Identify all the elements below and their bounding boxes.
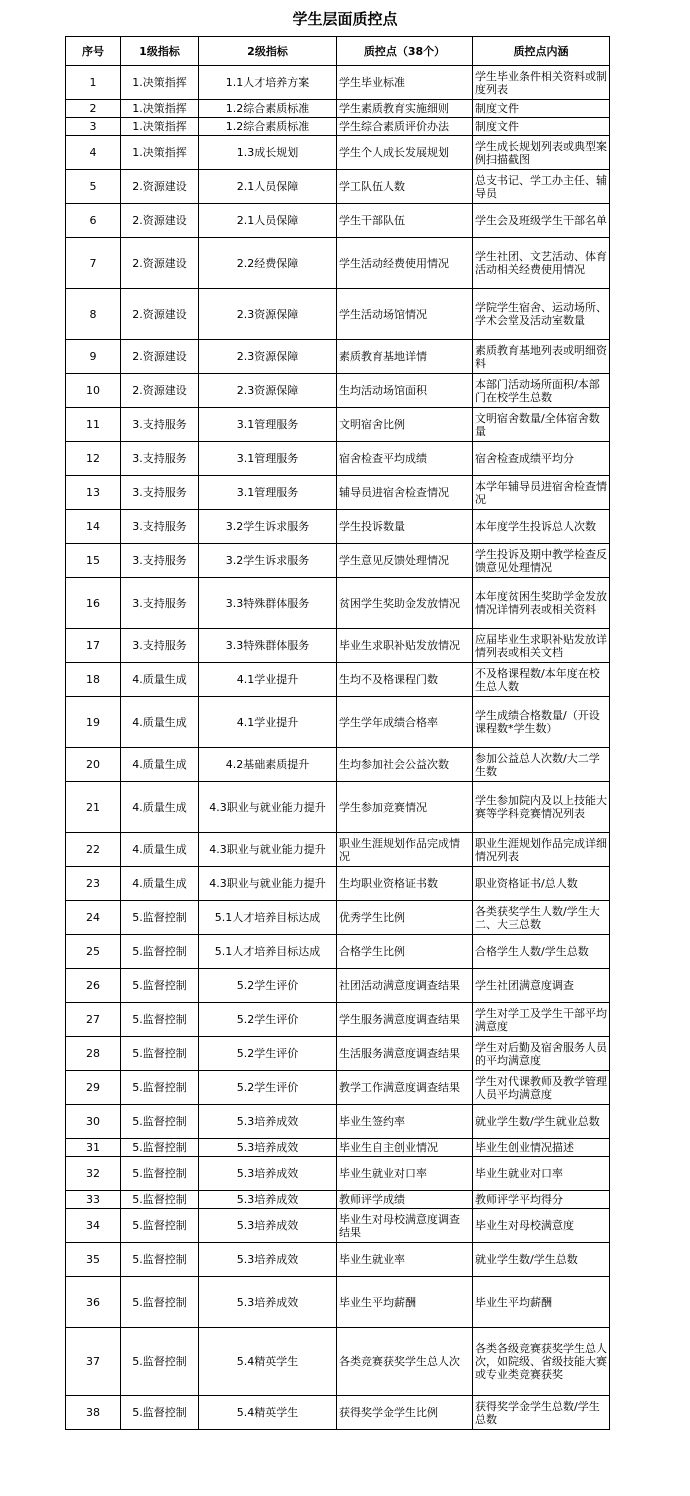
cell-no: 29 — [66, 1071, 121, 1105]
cell-level2: 3.3特殊群体服务 — [199, 578, 337, 629]
cell-level2: 3.1管理服务 — [199, 442, 337, 476]
table-row — [66, 1071, 610, 1105]
cell-level1: 2.资源建设 — [121, 340, 199, 374]
cell-connotation: 就业学生数/学生就业总数 — [473, 1105, 610, 1139]
cell-control-point: 学工队伍人数 — [337, 170, 473, 204]
cell-level2: 5.2学生评价 — [199, 1071, 337, 1105]
cell-level2: 4.1学业提升 — [199, 697, 337, 748]
cell-connotation: 不及格课程数/本年度在校生总人数 — [473, 663, 610, 697]
cell-level2: 2.3资源保障 — [199, 374, 337, 408]
cell-level2: 1.2综合素质标准 — [199, 118, 337, 136]
cell-no: 36 — [66, 1277, 121, 1328]
cell-connotation: 各类各级竞赛获奖学生总人次，如院级、省级技能大赛或专业类竞赛获奖 — [473, 1328, 610, 1396]
cell-control-point: 教师评学成绩 — [337, 1191, 473, 1209]
table-row — [66, 969, 610, 1003]
cell-connotation: 各类获奖学生人数/学生大二、大三总数 — [473, 901, 610, 935]
cell-level2: 4.2基础素质提升 — [199, 748, 337, 782]
cell-connotation: 本部门活动场所面积/本部门在校学生总数 — [473, 374, 610, 408]
cell-no: 8 — [66, 289, 121, 340]
cell-level2: 2.1人员保障 — [199, 204, 337, 238]
cell-control-point: 文明宿舍比例 — [337, 408, 473, 442]
table-row — [66, 289, 610, 340]
cell-no: 23 — [66, 867, 121, 901]
cell-level2: 2.2经费保障 — [199, 238, 337, 289]
cell-no: 21 — [66, 782, 121, 833]
cell-level2: 3.2学生诉求服务 — [199, 544, 337, 578]
cell-level1: 3.支持服务 — [121, 510, 199, 544]
cell-level1: 4.质量生成 — [121, 748, 199, 782]
cell-level2: 5.3培养成效 — [199, 1209, 337, 1243]
cell-no: 5 — [66, 170, 121, 204]
cell-level1: 5.监督控制 — [121, 1191, 199, 1209]
cell-level1: 2.资源建设 — [121, 170, 199, 204]
cell-control-point: 教学工作满意度调查结果 — [337, 1071, 473, 1105]
cell-connotation: 学生成长规划列表或典型案例扫描截图 — [473, 136, 610, 170]
cell-level2: 2.3资源保障 — [199, 340, 337, 374]
table-row — [66, 1277, 610, 1328]
cell-no: 2 — [66, 100, 121, 118]
cell-level1: 3.支持服务 — [121, 629, 199, 663]
cell-no: 11 — [66, 408, 121, 442]
cell-no: 30 — [66, 1105, 121, 1139]
cell-level2: 5.3培养成效 — [199, 1139, 337, 1157]
cell-control-point: 生均活动场馆面积 — [337, 374, 473, 408]
cell-level2: 2.1人员保障 — [199, 170, 337, 204]
cell-no: 26 — [66, 969, 121, 1003]
cell-connotation: 学生参加院内及以上技能大赛等学科竞赛情况列表 — [473, 782, 610, 833]
cell-connotation: 毕业生创业情况描述 — [473, 1139, 610, 1157]
table-row — [66, 782, 610, 833]
cell-level2: 4.3职业与就业能力提升 — [199, 867, 337, 901]
table-row — [66, 374, 610, 408]
table-row — [66, 170, 610, 204]
cell-no: 22 — [66, 833, 121, 867]
cell-connotation: 学院学生宿舍、运动场所、学术会堂及活动室数量 — [473, 289, 610, 340]
cell-no: 38 — [66, 1396, 121, 1430]
table-row — [66, 136, 610, 170]
cell-connotation: 学生成绩合格数量/（开设课程数*学生数） — [473, 697, 610, 748]
cell-no: 34 — [66, 1209, 121, 1243]
cell-level1: 5.监督控制 — [121, 1071, 199, 1105]
table-row — [66, 1037, 610, 1071]
cell-control-point: 宿舍检查平均成绩 — [337, 442, 473, 476]
cell-no: 37 — [66, 1328, 121, 1396]
cell-level1: 5.监督控制 — [121, 1277, 199, 1328]
table-row — [66, 1191, 610, 1209]
cell-level1: 5.监督控制 — [121, 1037, 199, 1071]
cell-level2: 1.3成长规划 — [199, 136, 337, 170]
cell-connotation: 制度文件 — [473, 118, 610, 136]
cell-control-point: 学生素质教育实施细则 — [337, 100, 473, 118]
table-row — [66, 1396, 610, 1430]
table-row — [66, 578, 610, 629]
cell-control-point: 毕业生平均薪酬 — [337, 1277, 473, 1328]
table-row — [66, 1157, 610, 1191]
table-row — [66, 340, 610, 374]
cell-level1: 5.监督控制 — [121, 1139, 199, 1157]
cell-level1: 5.监督控制 — [121, 1396, 199, 1430]
cell-connotation: 获得奖学金学生总数/学生总数 — [473, 1396, 610, 1430]
cell-level1: 3.支持服务 — [121, 578, 199, 629]
cell-level1: 5.监督控制 — [121, 1003, 199, 1037]
cell-no: 6 — [66, 204, 121, 238]
cell-control-point: 学生个人成长发展规划 — [337, 136, 473, 170]
table-row — [66, 1209, 610, 1243]
header-connotation: 质控点内涵 — [473, 37, 610, 66]
cell-control-point: 毕业生签约率 — [337, 1105, 473, 1139]
cell-level1: 2.资源建设 — [121, 238, 199, 289]
cell-connotation: 素质教育基地列表或明细资料 — [473, 340, 610, 374]
cell-level1: 5.监督控制 — [121, 1209, 199, 1243]
cell-control-point: 辅导员进宿舍检查情况 — [337, 476, 473, 510]
table-row — [66, 1003, 610, 1037]
cell-connotation: 参加公益总人次数/大二学生数 — [473, 748, 610, 782]
cell-control-point: 社团活动满意度调查结果 — [337, 969, 473, 1003]
table-row — [66, 510, 610, 544]
cell-control-point: 学生毕业标准 — [337, 66, 473, 100]
cell-control-point: 学生干部队伍 — [337, 204, 473, 238]
table-body — [66, 66, 610, 1430]
cell-connotation: 学生毕业条件相关资料或制度列表 — [473, 66, 610, 100]
cell-connotation: 学生对后勤及宿舍服务人员的平均满意度 — [473, 1037, 610, 1071]
cell-level1: 1.决策指挥 — [121, 136, 199, 170]
cell-no: 25 — [66, 935, 121, 969]
cell-control-point: 生均不及格课程门数 — [337, 663, 473, 697]
table-row — [66, 442, 610, 476]
cell-level1: 3.支持服务 — [121, 544, 199, 578]
cell-level1: 5.监督控制 — [121, 1105, 199, 1139]
cell-no: 17 — [66, 629, 121, 663]
table-row — [66, 748, 610, 782]
cell-control-point: 学生综合素质评价办法 — [337, 118, 473, 136]
cell-control-point: 毕业生自主创业情况 — [337, 1139, 473, 1157]
cell-level1: 2.资源建设 — [121, 289, 199, 340]
cell-connotation: 学生对学工及学生干部平均满意度 — [473, 1003, 610, 1037]
cell-control-point: 生均职业资格证书数 — [337, 867, 473, 901]
cell-level2: 1.2综合素质标准 — [199, 100, 337, 118]
table-row — [66, 901, 610, 935]
cell-level1: 4.质量生成 — [121, 867, 199, 901]
cell-control-point: 毕业生求职补贴发放情况 — [337, 629, 473, 663]
cell-level2: 5.3培养成效 — [199, 1191, 337, 1209]
cell-control-point: 学生活动场馆情况 — [337, 289, 473, 340]
cell-connotation: 本学年辅导员进宿舍检查情况 — [473, 476, 610, 510]
cell-level1: 3.支持服务 — [121, 408, 199, 442]
cell-connotation: 学生社团满意度调查 — [473, 969, 610, 1003]
cell-no: 1 — [66, 66, 121, 100]
cell-level2: 1.1人才培养方案 — [199, 66, 337, 100]
cell-control-point: 学生服务满意度调查结果 — [337, 1003, 473, 1037]
cell-connotation: 合格学生人数/学生总数 — [473, 935, 610, 969]
cell-no: 3 — [66, 118, 121, 136]
header-no: 序号 — [66, 37, 121, 66]
table-row — [66, 629, 610, 663]
page-title: 学生层面质控点 — [292, 10, 398, 28]
cell-connotation: 毕业生平均薪酬 — [473, 1277, 610, 1328]
cell-no: 24 — [66, 901, 121, 935]
cell-control-point: 学生参加竞赛情况 — [337, 782, 473, 833]
cell-no: 16 — [66, 578, 121, 629]
cell-no: 13 — [66, 476, 121, 510]
cell-level2: 5.3培养成效 — [199, 1105, 337, 1139]
cell-connotation: 学生会及班级学生干部名单 — [473, 204, 610, 238]
cell-no: 28 — [66, 1037, 121, 1071]
cell-no: 31 — [66, 1139, 121, 1157]
cell-level2: 5.4精英学生 — [199, 1328, 337, 1396]
cell-control-point: 生均参加社会公益次数 — [337, 748, 473, 782]
cell-connotation: 毕业生对母校满意度 — [473, 1209, 610, 1243]
cell-level2: 5.2学生评价 — [199, 1003, 337, 1037]
cell-level2: 5.3培养成效 — [199, 1157, 337, 1191]
cell-control-point: 获得奖学金学生比例 — [337, 1396, 473, 1430]
cell-level1: 5.监督控制 — [121, 935, 199, 969]
cell-level1: 4.质量生成 — [121, 782, 199, 833]
cell-control-point: 毕业生就业对口率 — [337, 1157, 473, 1191]
cell-level1: 2.资源建设 — [121, 374, 199, 408]
table-row — [66, 544, 610, 578]
cell-level1: 4.质量生成 — [121, 663, 199, 697]
cell-connotation: 毕业生就业对口率 — [473, 1157, 610, 1191]
cell-no: 18 — [66, 663, 121, 697]
cell-no: 9 — [66, 340, 121, 374]
cell-level1: 3.支持服务 — [121, 442, 199, 476]
cell-level1: 4.质量生成 — [121, 833, 199, 867]
cell-no: 4 — [66, 136, 121, 170]
cell-connotation: 学生社团、文艺活动、体育活动相关经费使用情况 — [473, 238, 610, 289]
cell-no: 27 — [66, 1003, 121, 1037]
cell-control-point: 毕业生对母校满意度调查结果 — [337, 1209, 473, 1243]
cell-connotation: 职业生涯规划作品完成详细情况列表 — [473, 833, 610, 867]
cell-level1: 4.质量生成 — [121, 697, 199, 748]
cell-control-point: 毕业生就业率 — [337, 1243, 473, 1277]
cell-control-point: 学生投诉数量 — [337, 510, 473, 544]
cell-level2: 5.3培养成效 — [199, 1243, 337, 1277]
cell-level1: 1.决策指挥 — [121, 118, 199, 136]
cell-level2: 5.3培养成效 — [199, 1277, 337, 1328]
cell-control-point: 合格学生比例 — [337, 935, 473, 969]
cell-no: 32 — [66, 1157, 121, 1191]
cell-level1: 3.支持服务 — [121, 476, 199, 510]
table-row — [66, 408, 610, 442]
cell-control-point: 素质教育基地详情 — [337, 340, 473, 374]
cell-control-point: 各类竞赛获奖学生总人次 — [337, 1328, 473, 1396]
quality-control-table — [65, 36, 610, 1430]
cell-no: 12 — [66, 442, 121, 476]
cell-connotation: 宿舍检查成绩平均分 — [473, 442, 610, 476]
cell-no: 19 — [66, 697, 121, 748]
cell-control-point: 学生学年成绩合格率 — [337, 697, 473, 748]
table-row — [66, 118, 610, 136]
cell-no: 35 — [66, 1243, 121, 1277]
cell-connotation: 职业资格证书/总人数 — [473, 867, 610, 901]
table-row — [66, 66, 610, 100]
header-level2: 2级指标 — [199, 37, 337, 66]
table-row — [66, 1243, 610, 1277]
table-row — [66, 476, 610, 510]
cell-connotation: 教师评学平均得分 — [473, 1191, 610, 1209]
cell-connotation: 本年度贫困生奖助学金发放情况详情列表或相关资料 — [473, 578, 610, 629]
table-row — [66, 100, 610, 118]
cell-level1: 5.监督控制 — [121, 1157, 199, 1191]
cell-no: 15 — [66, 544, 121, 578]
cell-no: 10 — [66, 374, 121, 408]
cell-level1: 1.决策指挥 — [121, 100, 199, 118]
cell-level2: 3.3特殊群体服务 — [199, 629, 337, 663]
cell-control-point: 学生活动经费使用情况 — [337, 238, 473, 289]
cell-level1: 5.监督控制 — [121, 901, 199, 935]
cell-level2: 5.2学生评价 — [199, 1037, 337, 1071]
header-level1: 1级指标 — [121, 37, 199, 66]
cell-level2: 4.1学业提升 — [199, 663, 337, 697]
cell-control-point: 生活服务满意度调查结果 — [337, 1037, 473, 1071]
table-row — [66, 935, 610, 969]
table-row — [66, 204, 610, 238]
table-header-row — [66, 37, 610, 66]
cell-no: 20 — [66, 748, 121, 782]
header-control-point: 质控点（38个） — [337, 37, 473, 66]
table-row — [66, 833, 610, 867]
cell-level2: 3.1管理服务 — [199, 476, 337, 510]
table-row — [66, 697, 610, 748]
cell-control-point: 优秀学生比例 — [337, 901, 473, 935]
cell-level1: 5.监督控制 — [121, 1328, 199, 1396]
cell-no: 14 — [66, 510, 121, 544]
cell-level2: 2.3资源保障 — [199, 289, 337, 340]
cell-connotation: 制度文件 — [473, 100, 610, 118]
cell-control-point: 学生意见反馈处理情况 — [337, 544, 473, 578]
table-row — [66, 1105, 610, 1139]
cell-level2: 3.1管理服务 — [199, 408, 337, 442]
cell-no: 33 — [66, 1191, 121, 1209]
cell-no: 7 — [66, 238, 121, 289]
table-row — [66, 663, 610, 697]
cell-level1: 2.资源建设 — [121, 204, 199, 238]
cell-connotation: 学生对代课教师及教学管理人员平均满意度 — [473, 1071, 610, 1105]
table-row — [66, 867, 610, 901]
cell-level2: 4.3职业与就业能力提升 — [199, 833, 337, 867]
cell-connotation: 总支书记、学工办主任、辅导员 — [473, 170, 610, 204]
cell-level1: 1.决策指挥 — [121, 66, 199, 100]
cell-connotation: 本年度学生投诉总人次数 — [473, 510, 610, 544]
cell-level2: 5.2学生评价 — [199, 969, 337, 1003]
table-row — [66, 1139, 610, 1157]
cell-control-point: 职业生涯规划作品完成情况 — [337, 833, 473, 867]
cell-connotation: 应届毕业生求职补贴发放详情列表或相关文档 — [473, 629, 610, 663]
table-row — [66, 238, 610, 289]
cell-control-point: 贫困学生奖助金发放情况 — [337, 578, 473, 629]
cell-connotation: 文明宿舍数量/全体宿舍数量 — [473, 408, 610, 442]
cell-level2: 5.1人才培养目标达成 — [199, 935, 337, 969]
cell-level1: 5.监督控制 — [121, 1243, 199, 1277]
cell-level2: 3.2学生诉求服务 — [199, 510, 337, 544]
cell-level1: 5.监督控制 — [121, 969, 199, 1003]
table-row — [66, 1328, 610, 1396]
cell-connotation: 就业学生数/学生总数 — [473, 1243, 610, 1277]
cell-connotation: 学生投诉及期中教学检查反馈意见处理情况 — [473, 544, 610, 578]
cell-level2: 5.4精英学生 — [199, 1396, 337, 1430]
cell-level2: 4.3职业与就业能力提升 — [199, 782, 337, 833]
cell-level2: 5.1人才培养目标达成 — [199, 901, 337, 935]
